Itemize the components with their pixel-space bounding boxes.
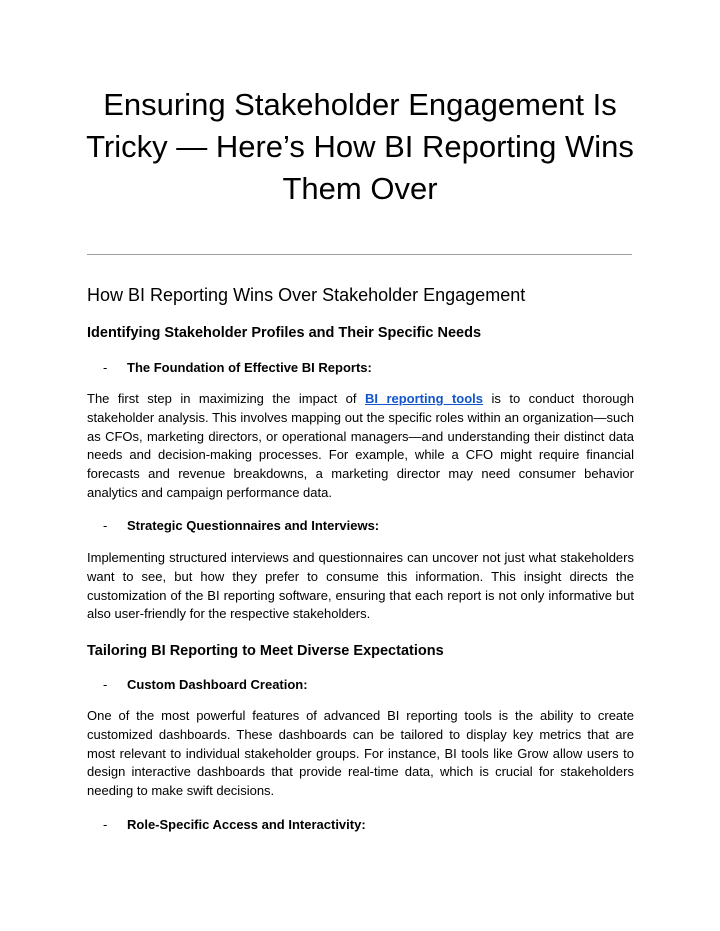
paragraph-text: is to conduct thorough stakeholder analysis. This involves mapping out the specific roles within an organization—such as CFOs, marketing directors, or operational managers—and understanding their distinct data needs and decision-making processes. For example, while a CFO might require financial forecasts and revenue breakdowns, a marketing director may need consumer behavior analytics and campaign performance data.: [87, 391, 634, 500]
bullet-role-access: [103, 816, 643, 833]
bullet-dash: -: [103, 817, 108, 832]
subsection-heading-stakeholder-profiles: Identifying Stakeholder Profiles and Their Specific Needs: [87, 325, 482, 341]
bullet-label: Role-Specific Access and Interactivity:: [127, 817, 366, 832]
bullet-dash: -: [103, 360, 108, 375]
horizontal-rule: [87, 254, 632, 255]
bullet-foundation: [103, 359, 643, 376]
paragraph-text: The first step in maximizing the impact of: [87, 391, 365, 406]
bullet-dash: -: [103, 677, 108, 692]
document-title: Ensuring Stakeholder Engagement Is Tricky — Here’s How BI Reporting Wins Them Over: [86, 87, 634, 206]
paragraph-foundation: [87, 390, 634, 503]
bullet-custom-dashboard: [103, 676, 643, 693]
subsection-heading-tailoring: Tailoring BI Reporting to Meet Diverse Expectations: [87, 643, 444, 659]
bullet-dash: -: [103, 518, 108, 533]
paragraph-questionnaires: Implementing structured interviews and questionnaires can uncover not just what stakeholders want to see, but how they prefer to consume this information. This insight directs the customization of the BI reporting software, ensuring that each report is not only informative but also user-friendly for the respective stakeholders.: [87, 550, 634, 622]
bullet-questionnaires: [103, 517, 643, 534]
bullet-label: Custom Dashboard Creation:: [127, 677, 308, 692]
bullet-label: The Foundation of Effective BI Reports:: [127, 360, 372, 375]
bi-reporting-tools-link[interactable]: BI reporting tools: [364, 391, 484, 406]
bullet-label: Strategic Questionnaires and Interviews:: [127, 518, 380, 533]
paragraph-custom-dashboard: One of the most powerful features of advanced BI reporting tools is the ability to create customized dashboards. These dashboards can be tailored to display key metrics that are most relevant to individual stakeholder groups. For instance, BI tools like Grow allow users to design interactive dashboards that provide real-time data, which is crucial for stakeholders needing to make swift decisions.: [87, 708, 634, 799]
section-heading: How BI Reporting Wins Over Stakeholder Engagement: [87, 285, 526, 305]
